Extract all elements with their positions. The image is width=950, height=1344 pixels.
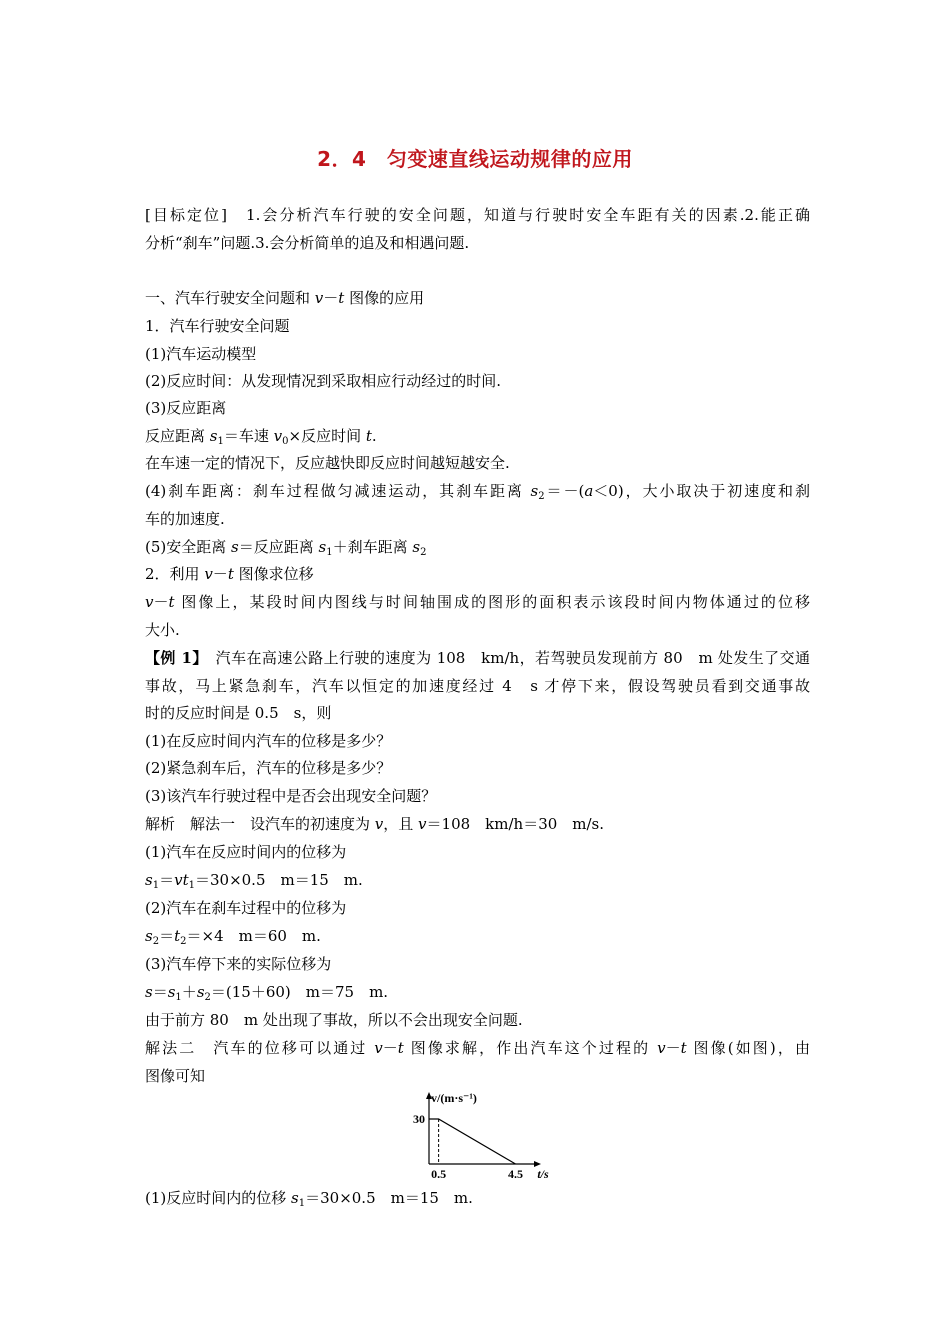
solution-1-formula	[145, 870, 810, 896]
text: ＝30×0.5 m＝15 m.	[194, 871, 363, 889]
text: －	[212, 565, 228, 583]
var-v: v	[374, 1039, 383, 1057]
subheading-2	[145, 564, 810, 584]
text: ＝	[159, 871, 175, 889]
final-line	[145, 1188, 810, 1214]
var-v: v	[374, 815, 384, 833]
var-a: a	[584, 482, 594, 500]
question-1: (1)在反应时间内汽车的位移是多少？	[145, 732, 392, 750]
text: ＝反应距离	[238, 538, 319, 556]
example-line-3: 时的反应时间是 0.5 s，则	[145, 704, 332, 722]
method-2-line-1	[145, 1038, 810, 1058]
var-v: v	[418, 815, 427, 833]
item-4-line-2: 车的加速度.	[145, 510, 225, 528]
subscript: 2	[180, 936, 187, 947]
y-axis-label: v/(m·s⁻¹)	[431, 1091, 477, 1105]
text: 图像求解，作出汽车这个过程的	[403, 1039, 658, 1057]
var-s: s	[145, 983, 153, 1001]
text: 图像求位移	[233, 565, 314, 583]
example-line-2: 事故，马上紧急刹车，汽车以恒定的加速度经过 4 s 才停下来，假设驾驶员看到交通事故	[145, 677, 810, 695]
solution-1-heading: (1)汽车在反应时间内的位移为	[145, 843, 347, 861]
text: ＝	[159, 927, 175, 945]
text: 反应距离	[145, 427, 210, 445]
text: ＋刹车距离	[332, 538, 413, 556]
var-s: s	[412, 538, 421, 556]
x-tick-label: 0.5	[431, 1167, 447, 1181]
method-2-line-2: 图像可知	[145, 1067, 206, 1085]
var-s: s	[145, 927, 153, 945]
text: －	[382, 1039, 398, 1057]
item-4-line-1	[145, 481, 810, 507]
text: ＝(15＋60) m＝75 m.	[210, 983, 389, 1001]
var-t: t	[338, 289, 345, 307]
item-1: (1)汽车运动模型	[145, 345, 257, 363]
solution-heading	[145, 814, 810, 834]
example-line-1	[145, 648, 810, 668]
var-v: v	[657, 1039, 666, 1057]
item-3: (3)反应距离	[145, 399, 227, 417]
subscript: 0	[282, 436, 289, 447]
var-v: v	[273, 427, 283, 445]
vt-line-2: 大小.	[145, 621, 180, 639]
var-v: v	[314, 289, 324, 307]
example-label: 【例 1】	[145, 649, 201, 667]
text: (5)安全距离	[145, 538, 232, 556]
text: 一、汽车行驶安全问题和	[145, 289, 315, 307]
text: ＝	[152, 983, 168, 1001]
text: ，且	[383, 815, 419, 833]
text: (1)反应时间内的位移	[145, 1189, 292, 1207]
subscript: 2	[152, 936, 160, 947]
item-5	[145, 537, 810, 563]
subscript: 1	[326, 547, 333, 558]
subscript: 2	[204, 992, 211, 1003]
solution-3-heading: (3)汽车停下来的实际位移为	[145, 955, 332, 973]
subheading-1: 1．汽车行驶安全问题	[145, 317, 290, 335]
solution-2-formula	[145, 926, 810, 952]
subscript: 1	[298, 1198, 306, 1209]
var-s: s	[196, 983, 205, 1001]
section-heading	[145, 288, 810, 308]
text: ＝108 km/h＝30 m/s.	[426, 815, 605, 833]
text: 汽车在高速公路上行驶的速度为 108 km/h，若驾驶员发现前方 80 m 处发生了交通	[200, 649, 810, 667]
goal-line-2: 分析“刹车”问题.3.会分析简单的追及和相遇问题.	[145, 234, 470, 252]
var-s: s	[231, 538, 239, 556]
text: 图像的应用	[344, 289, 425, 307]
text: ＝30×0.5 m＝15 m.	[305, 1189, 473, 1207]
text: .	[371, 427, 377, 445]
var-s: s	[291, 1189, 299, 1207]
subscript: 1	[175, 992, 182, 1003]
text: ＝×4 m＝60 m.	[186, 927, 321, 945]
text: －	[153, 593, 169, 611]
text: 图像上，某段时间内图线与时间轴围成的图形的面积表示该段时间内物体通过的位移	[174, 593, 810, 611]
subscript: 1	[217, 436, 224, 447]
text: 解析 解法一 设汽车的初速度为	[145, 815, 375, 833]
vt-line-1	[145, 592, 810, 612]
text: －	[665, 1039, 681, 1057]
solution-conclusion: 由于前方 80 m 处出现了事故，所以不会出现安全问题.	[145, 1011, 523, 1029]
subscript: 1	[188, 880, 195, 891]
var-t: t	[227, 565, 234, 583]
item-3-note: 在车速一定的情况下，反应越快即反应时间越短越安全.	[145, 454, 510, 472]
var-t: t	[174, 927, 181, 945]
text: ×反应时间	[288, 427, 366, 445]
var-s: s	[318, 538, 327, 556]
var-t: t	[397, 1039, 404, 1057]
var-s: s	[530, 482, 539, 500]
var-t: t	[168, 593, 175, 611]
question-3: (3)该汽车行驶过程中是否会出现安全问题？	[145, 787, 437, 805]
var-t: t	[680, 1039, 687, 1057]
vt-graph	[405, 1091, 549, 1182]
text: (4)刹车距离：刹车过程做匀减速运动，其刹车距离	[145, 482, 531, 500]
item-3-formula	[145, 426, 810, 452]
velocity-line	[429, 1119, 516, 1164]
solution-2-heading: (2)汽车在刹车过程中的位移为	[145, 899, 347, 917]
var-s: s	[167, 983, 176, 1001]
var-v: v	[145, 593, 154, 611]
goal-line-1: [目标定位] 1.会分析汽车行驶的安全问题，知道与行驶时安全车距有关的因素.2.能正确	[145, 206, 810, 224]
text: 图像(如图)，由	[686, 1039, 810, 1057]
var-vt: vt	[174, 871, 189, 889]
y-tick-label: 30	[413, 1112, 425, 1126]
text: ＝车速	[223, 427, 274, 445]
x-axis-label: t/s	[537, 1167, 549, 1181]
text: ＜0)，大小取决于初速度和刹	[593, 482, 810, 500]
subscript: 2	[420, 547, 427, 558]
question-2: (2)紧急刹车后，汽车的位移是多少？	[145, 759, 392, 777]
var-s: s	[145, 871, 153, 889]
x-tick-label: 4.5	[508, 1167, 524, 1181]
text: ＝－(	[544, 482, 585, 500]
text: 解法二 汽车的位移可以通过	[145, 1039, 375, 1057]
item-2: (2)反应时间：从发现情况到采取相应行动经过的时间.	[145, 372, 502, 390]
var-s: s	[209, 427, 218, 445]
subscript: 2	[538, 491, 545, 502]
solution-3-formula	[145, 982, 810, 1008]
text: ＋	[181, 983, 197, 1001]
text: 2．利用	[145, 565, 205, 583]
page-title: 2．4 匀变速直线运动规律的应用	[317, 147, 633, 171]
var-t: t	[365, 427, 372, 445]
subscript: 1	[152, 880, 160, 891]
var-v: v	[204, 565, 213, 583]
text: －	[323, 289, 339, 307]
